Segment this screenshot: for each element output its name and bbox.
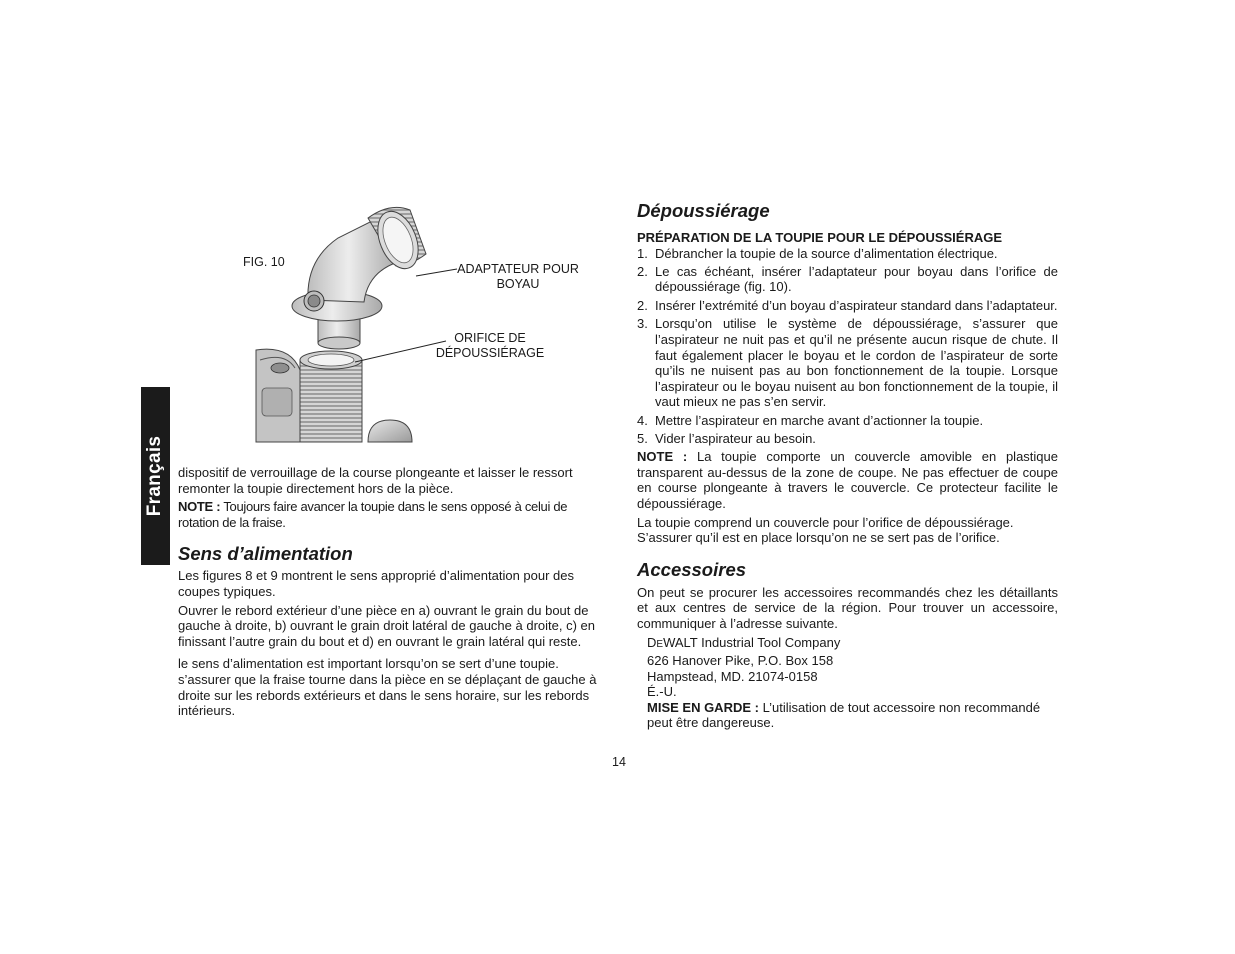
- step-number: 1.: [637, 246, 648, 261]
- left-column: [178, 465, 600, 719]
- company-small-letter: E: [656, 639, 664, 651]
- list-item: [637, 431, 1058, 447]
- step-number: 2.: [637, 263, 648, 279]
- callout-adapter-line2: BOYAU: [496, 277, 540, 291]
- note-label: NOTE :: [178, 499, 221, 515]
- paragraph-accessories: On peut se procurer les accessoires recommandés chez les détaillants et aux centres de service de la région. Pour trouver un accessoire, communiquer à l’adresse suivante.: [637, 584, 1058, 631]
- list-item: [637, 246, 1058, 262]
- list-item: [637, 298, 1058, 314]
- steps-list: [637, 246, 1058, 446]
- address-line-3: Hampstead, MD. 21074-0158: [647, 668, 818, 684]
- paragraph-feed-direction: le sens d’alimentation est important lorsqu’on se sert d’une toupie. s’assurer que la fraise tourne dans la pièce en se déplaçant de gauche à droite sur les rebords extérieurs et dans le sens horaire, sur les rebords intérieurs.: [178, 656, 597, 719]
- step-text: Insérer l’extrémité d’un boyau d’aspirateur standard dans l’adaptateur.: [655, 297, 1058, 313]
- warning-paragraph: [647, 700, 1058, 731]
- paragraph-feed-figures: Les figures 8 et 9 montrent le sens approprié d’alimentation pour des coupes typiques.: [178, 568, 575, 599]
- step-number: 5.: [637, 430, 648, 446]
- step-number: 4.: [637, 412, 648, 428]
- step-text: Le cas échéant, insérer l’adaptateur pour boyau dans l’orifice de dépoussiérage (fig. 10).: [655, 263, 1058, 295]
- step-text: Lorsqu’on utilise le système de dépoussiérage, s’assurer que l’aspirateur ne nuit pas et qu’il ne présente aucun risque de chute. Il faut également placer le boyau et le cordon de l’aspirateur de sorte qu’ils ne nuisent pas au bon fonctionnement de la toupie. Lorsque l’aspirateur ou le boyau nuisent au bon fonctionnement de la toupie, il vaut mieux ne pas s’en servir.: [655, 316, 1058, 410]
- step-text: Débrancher la toupie de la source d’alimentation électrique.: [655, 246, 998, 261]
- callout-port-line1: ORIFICE DE: [454, 331, 526, 345]
- fig-10-illustration: [250, 200, 590, 445]
- paragraph-feed-order: Ouvrer le rebord extérieur d’une pièce en a) ouvrant le grain du bout de gauche à droite, b) ouvrant le grain droit latéral de gauche à droite, c) en finissant l’autre grain du bout et d) en ouvrant le grain latéral qui reste.: [178, 602, 595, 649]
- right-column: [637, 200, 1058, 731]
- note-paragraph-right: [637, 449, 1058, 511]
- note-paragraph-left: [178, 499, 600, 530]
- paragraph-lock-release: dispositif de verrouillage de la course plongeante et laisser le ressort remonter la toupie directement hors de la pièce.: [178, 465, 573, 496]
- figure-label: FIG. 10: [243, 255, 285, 269]
- company-name-rest: WALT Industrial Tool Company: [663, 635, 841, 651]
- list-item: [637, 264, 1058, 295]
- section-title-feed: Sens d’alimentation: [178, 543, 353, 565]
- paragraph-port-cover: La toupie comprend un couvercle pour l’orifice de dépoussiérage. S’assurer qu’il est en place lorsqu’on ne se sert pas de l’orifice.: [637, 514, 1014, 546]
- note-text: Toujours faire avancer la toupie dans le sens opposé à celui de rotation de la fraise.: [178, 499, 568, 530]
- warning-label: MISE EN GARDE :: [647, 699, 759, 715]
- address-company: [647, 635, 1058, 653]
- list-item: [637, 413, 1058, 429]
- callout-port-line2: DÉPOUSSIÉRAGE: [435, 346, 545, 360]
- subsection-title-preparation: PRÉPARATION DE LA TOUPIE POUR LE DÉPOUSSIÉRAGE: [637, 230, 1003, 245]
- step-text: Vider l’aspirateur au besoin.: [655, 430, 816, 446]
- address-block: [637, 635, 1058, 731]
- page-number: 14: [612, 755, 626, 769]
- warning-text: L’utilisation de tout accessoire non recommandé peut être dangereuse.: [647, 699, 1041, 731]
- step-number: 3.: [637, 316, 648, 332]
- address-line-2: 626 Hanover Pike, P.O. Box 158: [647, 653, 834, 669]
- language-tab-label: Français: [144, 435, 165, 517]
- callout-adapter-line1: ADAPTATEUR POUR: [457, 262, 579, 276]
- step-text: Mettre l’aspirateur en marche avant d’actionner la toupie.: [655, 412, 984, 428]
- address-line-4: É.-U.: [647, 684, 677, 700]
- language-tab: [141, 387, 170, 565]
- company-initial: D: [647, 635, 657, 651]
- step-number: 2.: [637, 297, 648, 313]
- note-label: NOTE :: [637, 449, 688, 465]
- note-text: La toupie comporte un couvercle amovible en plastique transparent au-dessus de la zone de coupe. Ne pas effectuer de coupe en course plongeante à travers le couvercle. Ce protecteur facilite le dépoussiérage.: [637, 449, 1058, 511]
- section-title-accessories: Accessoires: [637, 558, 747, 580]
- section-title-dust: Dépoussiérage: [637, 200, 770, 221]
- callout-dust-port: [430, 331, 550, 361]
- callout-adapter: [452, 262, 584, 292]
- list-item: [637, 316, 1058, 410]
